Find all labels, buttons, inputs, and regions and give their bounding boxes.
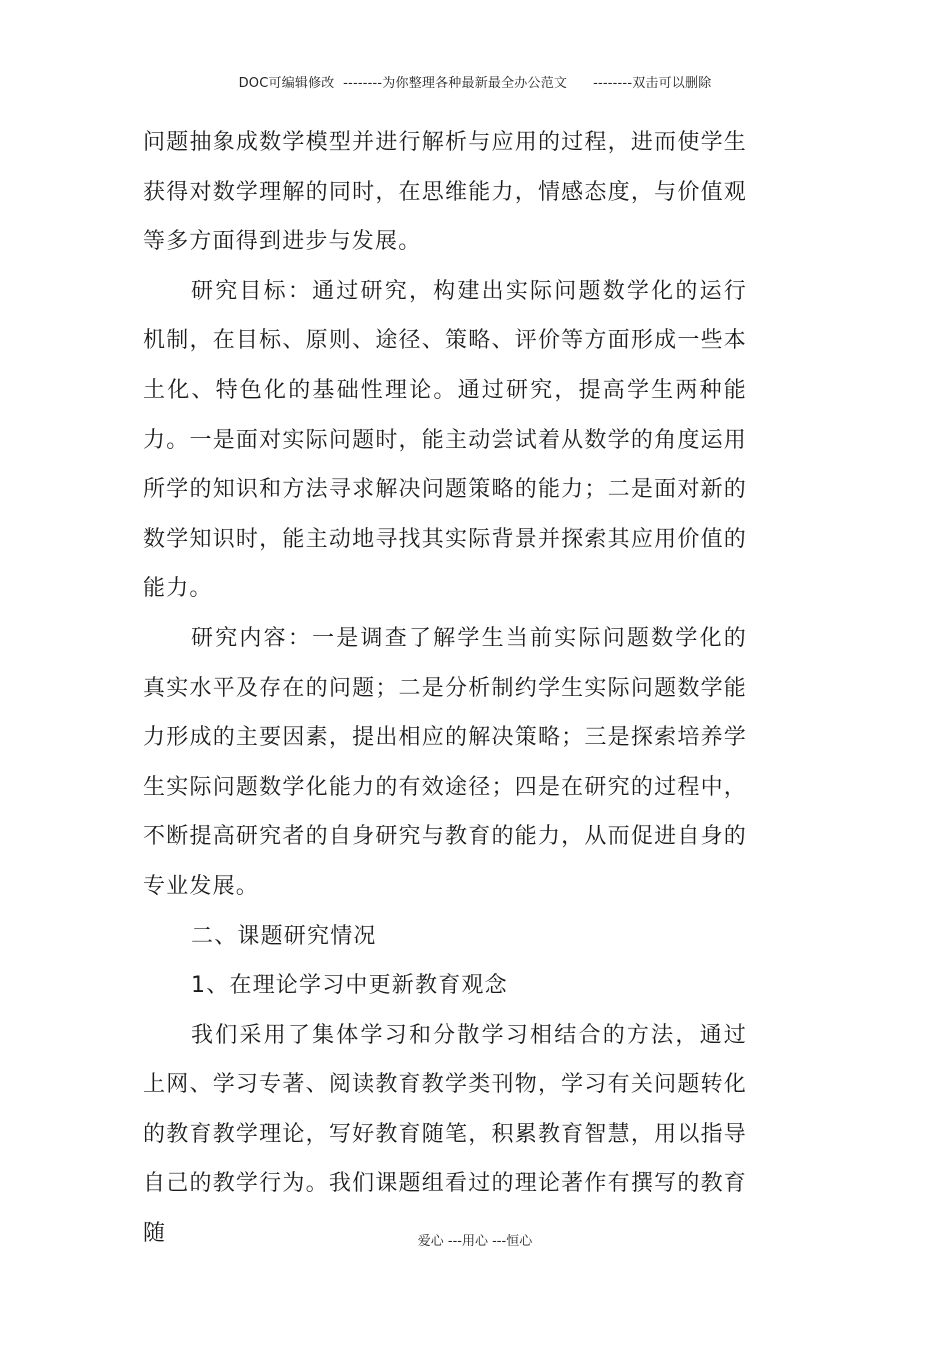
section-heading: 二、课题研究情况 <box>191 923 377 949</box>
page-footer: 爱心 ---用心 ---恒心 <box>417 1234 533 1249</box>
document-body <box>143 118 747 1259</box>
paragraph-research-goal: 研究目标：通过研究，构建出实际问题数学化的运行机制，在目标、原则、途径、策略、评价等方面形成一些本土化、特色化的基础性理论。通过研究，提高学生两种能力。一是面对实际问题时，能主动尝试着从数学的角度运用所学的知识和方法寻求解决问题策略的能力；二是面对新的数学知识时，能主动地寻找其实际背景并探索其应用价值的能力。 <box>143 278 747 602</box>
paragraph-continuation: 问题抽象成数学模型并进行解析与应用的过程，进而使学生获得对数学理解的同时，在思维能力，情感态度，与价值观等多方面得到进步与发展。 <box>143 130 747 255</box>
paragraph-theory-study: 我们采用了集体学习和分散学习相结合的方法，通过上网、学习专著、阅读教育教学类刊物，学习有关问题转化的教育教学理论，写好教育随笔，积累教育智慧，用以指导自己的教学行为。我们课题组看过的理论著作有撰写的教育随 <box>143 1022 747 1247</box>
subsection-heading: 1、在理论学习中更新教育观念 <box>191 973 508 999</box>
paragraph-research-content: 研究内容：一是调查了解学生当前实际问题数学化的真实水平及存在的问题；二是分析制约学生实际问题数学能力形成的主要因素，提出相应的解决策略；三是探索培养学生实际问题数学化能力的有效途径；四是在研究的过程中，不断提高研究者的自身研究与教育的能力，从而促进自身的专业发展。 <box>143 625 747 899</box>
page-header: DOC可编辑修改 --------为你整理各种最新最全办公范文 --------双击可以删除 <box>238 76 712 91</box>
